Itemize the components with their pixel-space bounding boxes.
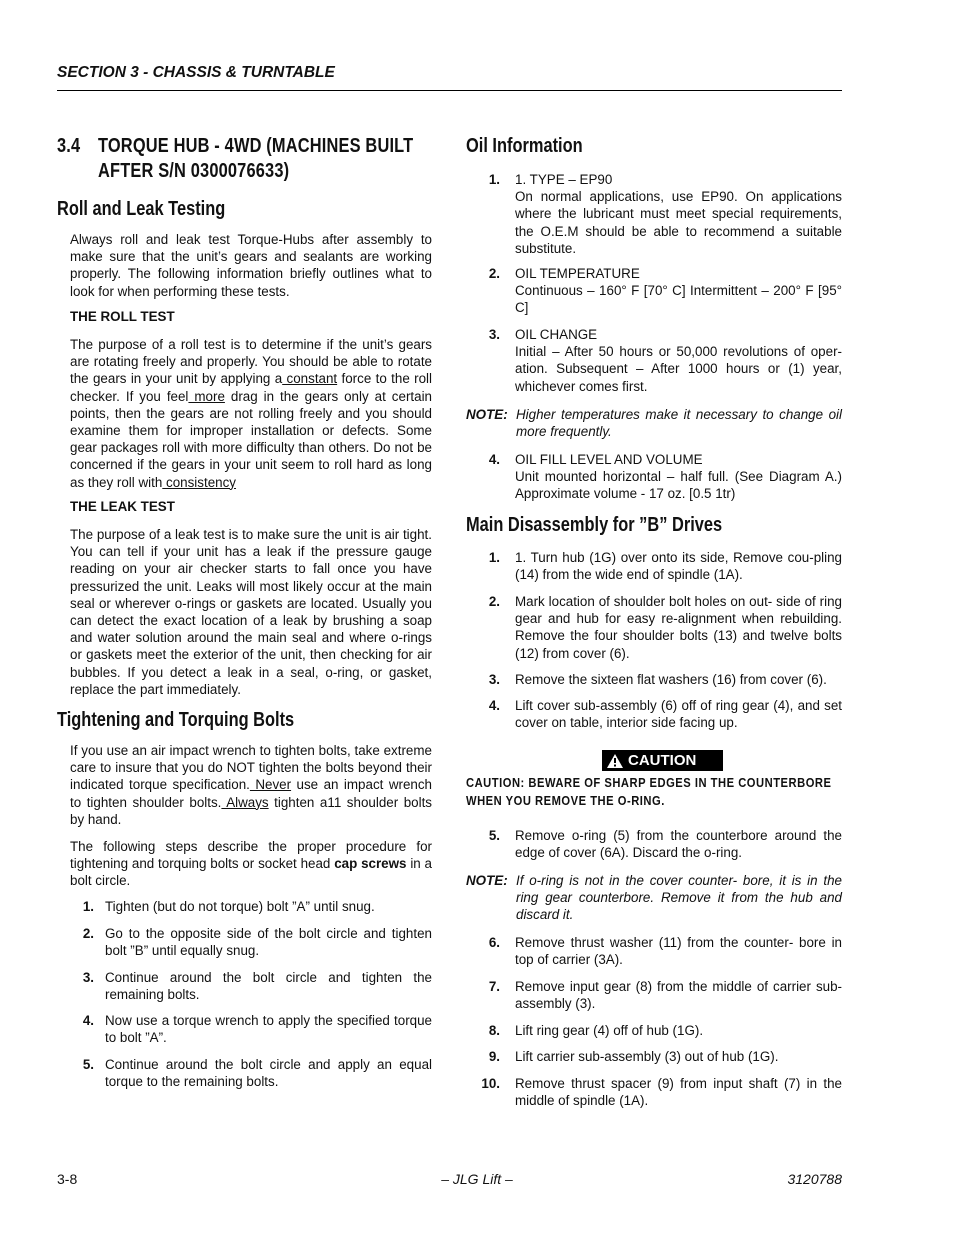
roll-leak-heading: Roll and Leak Testing xyxy=(57,198,226,220)
tightening-paragraph-1: If you use an air impact wrench to tighten bolts, take extreme care to insure that you do NOT tighten the bolts beyond their indicated torque specification. Never use an impact wrench to tighten shoulder bolts. Always tighten a11 shoulder bolts by hand. xyxy=(70,743,433,827)
disassembly-heading: Main Disassembly for ”B” Drives xyxy=(466,514,723,536)
tightening-heading: Tightening and Torquing Bolts xyxy=(57,709,295,731)
page-title-line2: AFTER S/N 0300076633) xyxy=(98,160,290,182)
leak-test-label: THE LEAK TEST xyxy=(70,499,175,514)
leak-test-paragraph: The purpose of a leak test is to make sure the unit is air tight. You can tell if your unit has a leak if the pressure gauge reading on your air checker starts to fall once you have pressurized the unit. Leaks will most likely occur at the main seal or wherever o-rings or gaskets are located. Usually you can detect the exact location of a leak by brushing a soap and water solution around the main seal and where o-rings or gaskets meet the exterior of the unit, then checking for air bubbles. If you detect a leak in a seal, o-ring, or gasket, replace the part immediately. xyxy=(70,527,432,697)
roll-test-paragraph: The purpose of a roll test is to determine if the unit’s gears are rotating freely and properly. You should be able to rotate the gears in your unit by applying a constant force to the roll checker. If you feel more drag in the gears only at certain points, then the gears are not rolling freely and you should examine them for improper installation or defects. Some gear packages roll with more difficulty than others. Do not be concerned if the gears in your unit seem to roll hard as long as they roll with consistency xyxy=(70,337,433,490)
section-header: SECTION 3 - CHASSIS & TURNTABLE xyxy=(57,64,335,81)
oil-heading: Oil Information xyxy=(466,135,583,157)
warning-icon xyxy=(607,754,623,768)
caution-badge-label: CAUTION xyxy=(628,752,697,769)
tightening-paragraph-2: The following steps describe the proper procedure for tightening and torquing bolts or socket head cap screws in a bolt circle. xyxy=(70,839,432,889)
roll-leak-intro: Always roll and leak test Torque-Hubs after assembly to make sure that the unit’s gears and sealants are working properly. The following information briefly outlines what to look for when performing these tests. xyxy=(70,232,432,299)
header-rule xyxy=(57,90,842,91)
caution-badge xyxy=(602,750,723,771)
footer-publisher: – JLG Lift – xyxy=(441,1171,513,1187)
page-title-line1: TORQUE HUB - 4WD (MACHINES BUILT xyxy=(98,135,414,157)
caution-text-line2: WHEN YOU REMOVE THE O-RING. xyxy=(466,793,665,808)
page-number: 3-8 xyxy=(57,1171,78,1187)
caution-text-line1: CAUTION: BEWARE OF SHARP EDGES IN THE COUNTERBORE xyxy=(466,775,832,790)
roll-test-label: THE ROLL TEST xyxy=(70,309,175,324)
document-number: 3120788 xyxy=(787,1171,842,1187)
section-number: 3.4 xyxy=(57,135,81,157)
